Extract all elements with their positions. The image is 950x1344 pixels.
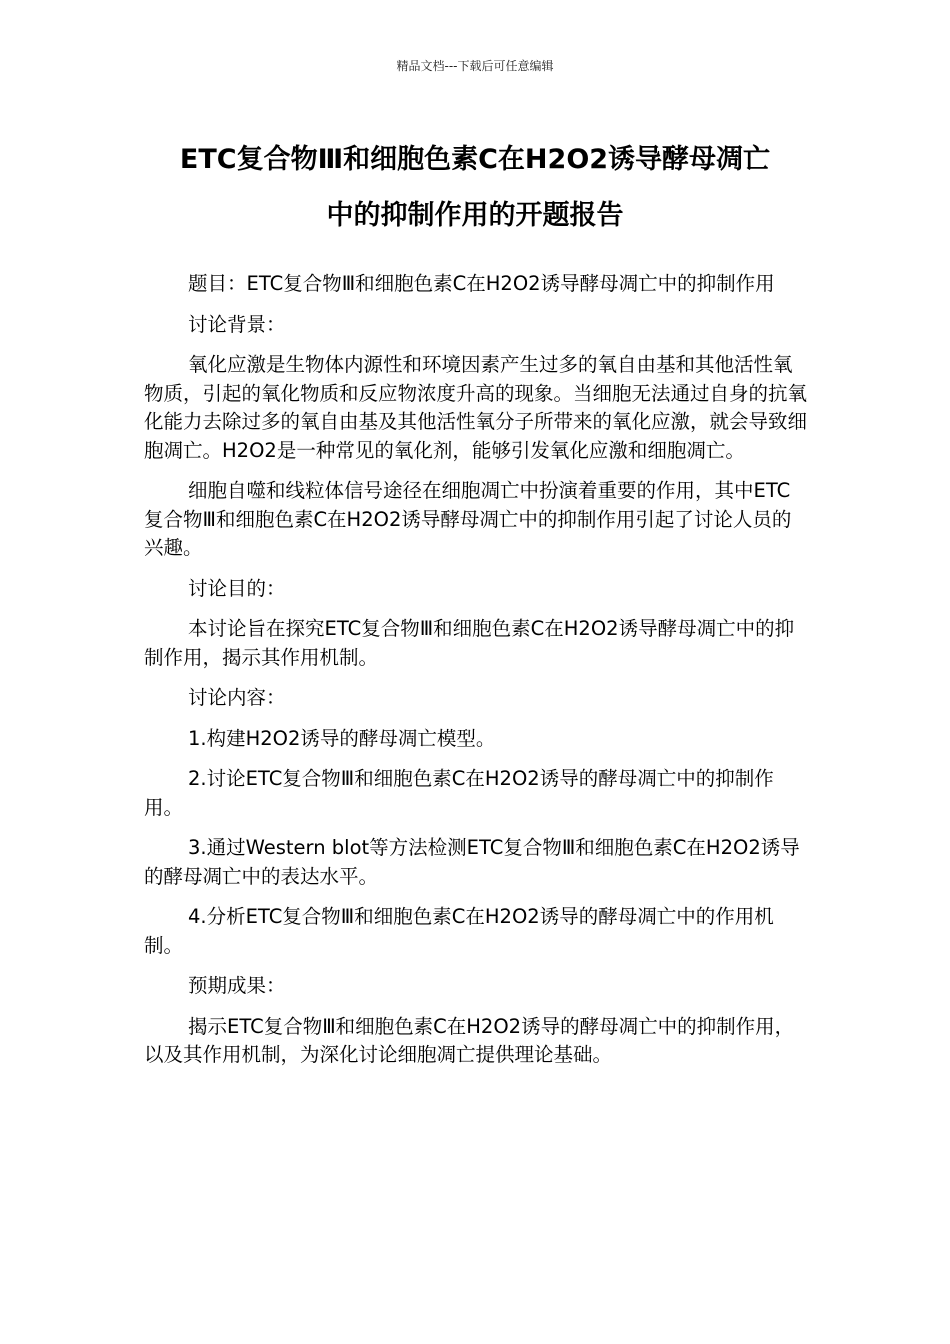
heading-expected-results: 预期成果：: [188, 974, 286, 997]
paragraph-purpose: 本讨论旨在探究ETC复合物Ⅲ和细胞色素C在H2O2诱导酵母凋亡中的抑制作用，揭示其作用机制。: [144, 617, 795, 669]
document-title: [100, 132, 850, 244]
list-item-content-1: 1.构建H2O2诱导的酵母凋亡模型。: [188, 726, 496, 750]
header-note: 精品文档---下载后可任意编辑: [396, 59, 554, 73]
paragraph-topic: 题目：ETC复合物Ⅲ和细胞色素C在H2O2诱导酵母凋亡中的抑制作用: [188, 272, 775, 295]
list-item-content-2: 2.讨论ETC复合物Ⅲ和细胞色素C在H2O2诱导的酵母凋亡中的抑制作用。: [144, 767, 774, 819]
document-body: [144, 270, 808, 1082]
title-line-2: 中的抑制作用的开题报告: [326, 200, 624, 231]
heading-background: 讨论背景：: [188, 312, 286, 336]
title-line-1: ETC复合物Ⅲ和细胞色素C在H2O2诱导酵母凋亡: [179, 144, 771, 175]
heading-purpose: 讨论目的：: [188, 576, 286, 600]
list-item-content-3: 3.通过Western blot等方法检测ETC复合物Ⅲ和细胞色素C在H2O2诱导的酵母凋亡中的表达水平。: [144, 836, 800, 888]
paragraph-background-2: 细胞自噬和线粒体信号途径在细胞凋亡中扮演着重要的作用，其中ETC复合物Ⅲ和细胞色素C在H2O2诱导酵母凋亡中的抑制作用引起了讨论人员的兴趣。: [144, 479, 792, 559]
list-item-content-4: 4.分析ETC复合物Ⅲ和细胞色素C在H2O2诱导的酵母凋亡中的作用机制。: [144, 905, 774, 957]
paragraph-background-1: 氧化应激是生物体内源性和环境因素产生过多的氧自由基和其他活性氧物质，引起的氧化物质和反应物浓度升高的现象。当细胞无法通过自身的抗氧化能力去除过多的氧自由基及其他活性氧分子所带来的氧化应激，就会导致细胞凋亡。H2O2是一种常见的氧化剂，能够引发氧化应激和细胞凋亡。: [144, 353, 808, 462]
paragraph-expected-results: 揭示ETC复合物Ⅲ和细胞色素C在H2O2诱导的酵母凋亡中的抑制作用，以及其作用机制，为深化讨论细胞凋亡提供理论基础。: [144, 1014, 795, 1066]
heading-content: 讨论内容：: [188, 686, 286, 709]
